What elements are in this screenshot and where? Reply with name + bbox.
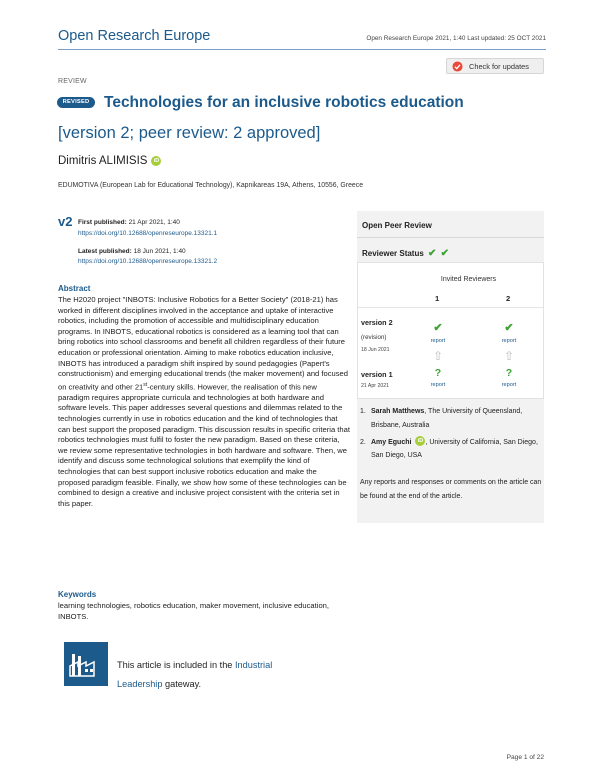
header-divider xyxy=(58,49,546,50)
latest-published-date: 18 Jun 2021, 1:40 xyxy=(133,247,186,255)
list-item xyxy=(360,436,544,464)
gateway-prefix: This article is included in the xyxy=(117,660,235,670)
gateway-suffix: gateway. xyxy=(162,679,202,689)
orcid-icon[interactable]: iD xyxy=(151,156,161,166)
first-doi-link[interactable]: https://doi.org/10.12688/openreseurope.13321.1 xyxy=(78,229,218,237)
latest-doi-link[interactable]: https://doi.org/10.12688/openreseurope.13321.2 xyxy=(78,258,218,266)
reviewer-name[interactable]: Sarah Matthews xyxy=(371,408,425,415)
check-for-updates-button[interactable] xyxy=(446,58,544,74)
abstract-superscript: st xyxy=(143,381,148,388)
up-arrow-icon: ⇧ xyxy=(432,349,444,363)
report-link[interactable]: report xyxy=(501,382,517,388)
report-link[interactable]: report xyxy=(430,382,446,388)
reviewer-number: 1. xyxy=(360,408,366,415)
publication-history xyxy=(78,218,217,268)
reviewer-status-table xyxy=(357,262,544,399)
abstract-text-part2: -century skills. However, the realisation of this new paradigm requires appropriate curricula and technologies at both hardware and software levels. This paper addresses several questions and dilemmas related to the technologies currently in use in robotics education and the kind of technologies that can best support the proposed paradigm. This discussion results in specific criteria that robotics technologies must fulfil to foster the new paradigm. Based on these criteria, we review some representative technologies in both hardware and software. Then, we identify and discuss some technological solutions that exemplify the kind of technologies that can best support inclusive robotics education and make the proposed paradigm feasible. Finally, we show how some of these technologies can be combined to design a creative and inclusive project consistent with the criteria set in this paper. xyxy=(58,382,350,508)
reviewer-status-row xyxy=(362,248,449,259)
section-label: REVIEW xyxy=(58,78,87,85)
reports-notice: Any reports and responses or comments on the article can be found at the end of the article. xyxy=(360,479,542,500)
journal-brand[interactable]: Open Research Europe xyxy=(58,28,211,44)
approved-check-icon: ✔ xyxy=(433,322,443,334)
version-2-label: version 2 xyxy=(361,318,393,327)
gateway-link[interactable]: Industrial Leadership xyxy=(117,660,273,689)
reviewer-column-2: 2 xyxy=(506,294,511,303)
reviewer-affiliation: , University of California, San Diego, San Diego, USA xyxy=(371,438,538,460)
gateway-notice xyxy=(117,656,287,694)
version-1-label: version 1 xyxy=(361,370,393,379)
keywords-text: learning technologies, robotics education, maker movement, inclusive education, INBOTS. xyxy=(58,601,329,621)
approved-with-reservations-icon: ? xyxy=(505,367,513,379)
reviewer-column-1: 1 xyxy=(435,294,440,303)
author-affiliation: EDUMOTIVA (European Lab for Educational Technology), Kapnikareas 19A, Athens, 10556, Greece xyxy=(58,182,364,189)
up-arrow-icon: ⇧ xyxy=(503,349,515,363)
invited-reviewers-label: Invited Reviewers xyxy=(440,276,497,283)
reviewer-list xyxy=(360,405,544,466)
check-icon: ✔ xyxy=(428,248,437,259)
panel-title: Open Peer Review xyxy=(362,221,432,230)
first-published-label: First published: xyxy=(78,219,127,226)
approved-with-reservations-icon: ? xyxy=(434,367,442,379)
check-for-updates-icon xyxy=(452,61,463,72)
page-number: Page 1 of 22 xyxy=(506,754,544,761)
journal-header xyxy=(58,28,546,48)
author-line xyxy=(58,155,161,167)
orcid-icon[interactable]: iD xyxy=(415,436,425,446)
version-2-sub: (revision) xyxy=(361,334,387,341)
check-icon: ✔ xyxy=(440,248,450,259)
article-title: Technologies for an inclusive robotics education xyxy=(104,94,464,111)
panel-title-row xyxy=(357,211,544,238)
reviewer-affiliation: , The University of Queensland, Brisbane, Australia xyxy=(371,408,523,429)
reviewer-number: 2. xyxy=(360,438,366,446)
approved-check-icon: ✔ xyxy=(504,322,514,334)
abstract-text-part1: The H2020 project "INBOTS: Inclusive Robotics for a Better Society" (2018-21) has worked in different disciplines involved in the acceptance and uptake of interactive robotics, including the promotion of accessible and multidisciplinary education programs. In INBOTS, educational robotics is considered as a learning tool that can bring robotics into school classrooms and benefit all children regardless of their future education or professional orientation. Aiming to make robotics education inclusive, INBOTS has introduced a paradigm shift inspired by sound pedagogies (Papert's constructionism) and emerging educational trends (the maker movement) and focused on creativity and other 21 xyxy=(58,295,348,392)
report-link[interactable]: report xyxy=(501,338,517,344)
version-number: v2 xyxy=(58,214,73,229)
list-item xyxy=(360,405,544,433)
version-1-date: 21 Apr 2021 xyxy=(361,383,389,389)
first-published-date: 21 Apr 2021, 1:40 xyxy=(128,219,180,226)
author-name[interactable]: Dimitris ALIMISIS xyxy=(58,155,148,167)
check-for-updates-label: Check for updates xyxy=(469,61,529,71)
industrial-leadership-gateway-icon[interactable] xyxy=(64,642,108,686)
reviewer-name[interactable]: Amy Eguchi xyxy=(371,438,412,446)
factory-icon xyxy=(64,642,108,686)
version-review-status: [version 2; peer review: 2 approved] xyxy=(58,124,321,142)
latest-published-label: Latest published: xyxy=(78,247,132,255)
reviewer-status-label: Reviewer Status xyxy=(362,249,424,258)
abstract-text xyxy=(58,295,350,509)
revised-badge: REVISED xyxy=(57,97,95,108)
keywords-heading: Keywords xyxy=(58,590,97,599)
journal-meta: Open Research Europe 2021, 1:40 Last updated: 25 OCT 2021 xyxy=(366,35,546,42)
abstract-heading: Abstract xyxy=(58,284,91,293)
table-divider xyxy=(358,307,543,308)
report-link[interactable]: report xyxy=(430,338,446,344)
version-2-date: 18 Jun 2021 xyxy=(361,347,390,353)
